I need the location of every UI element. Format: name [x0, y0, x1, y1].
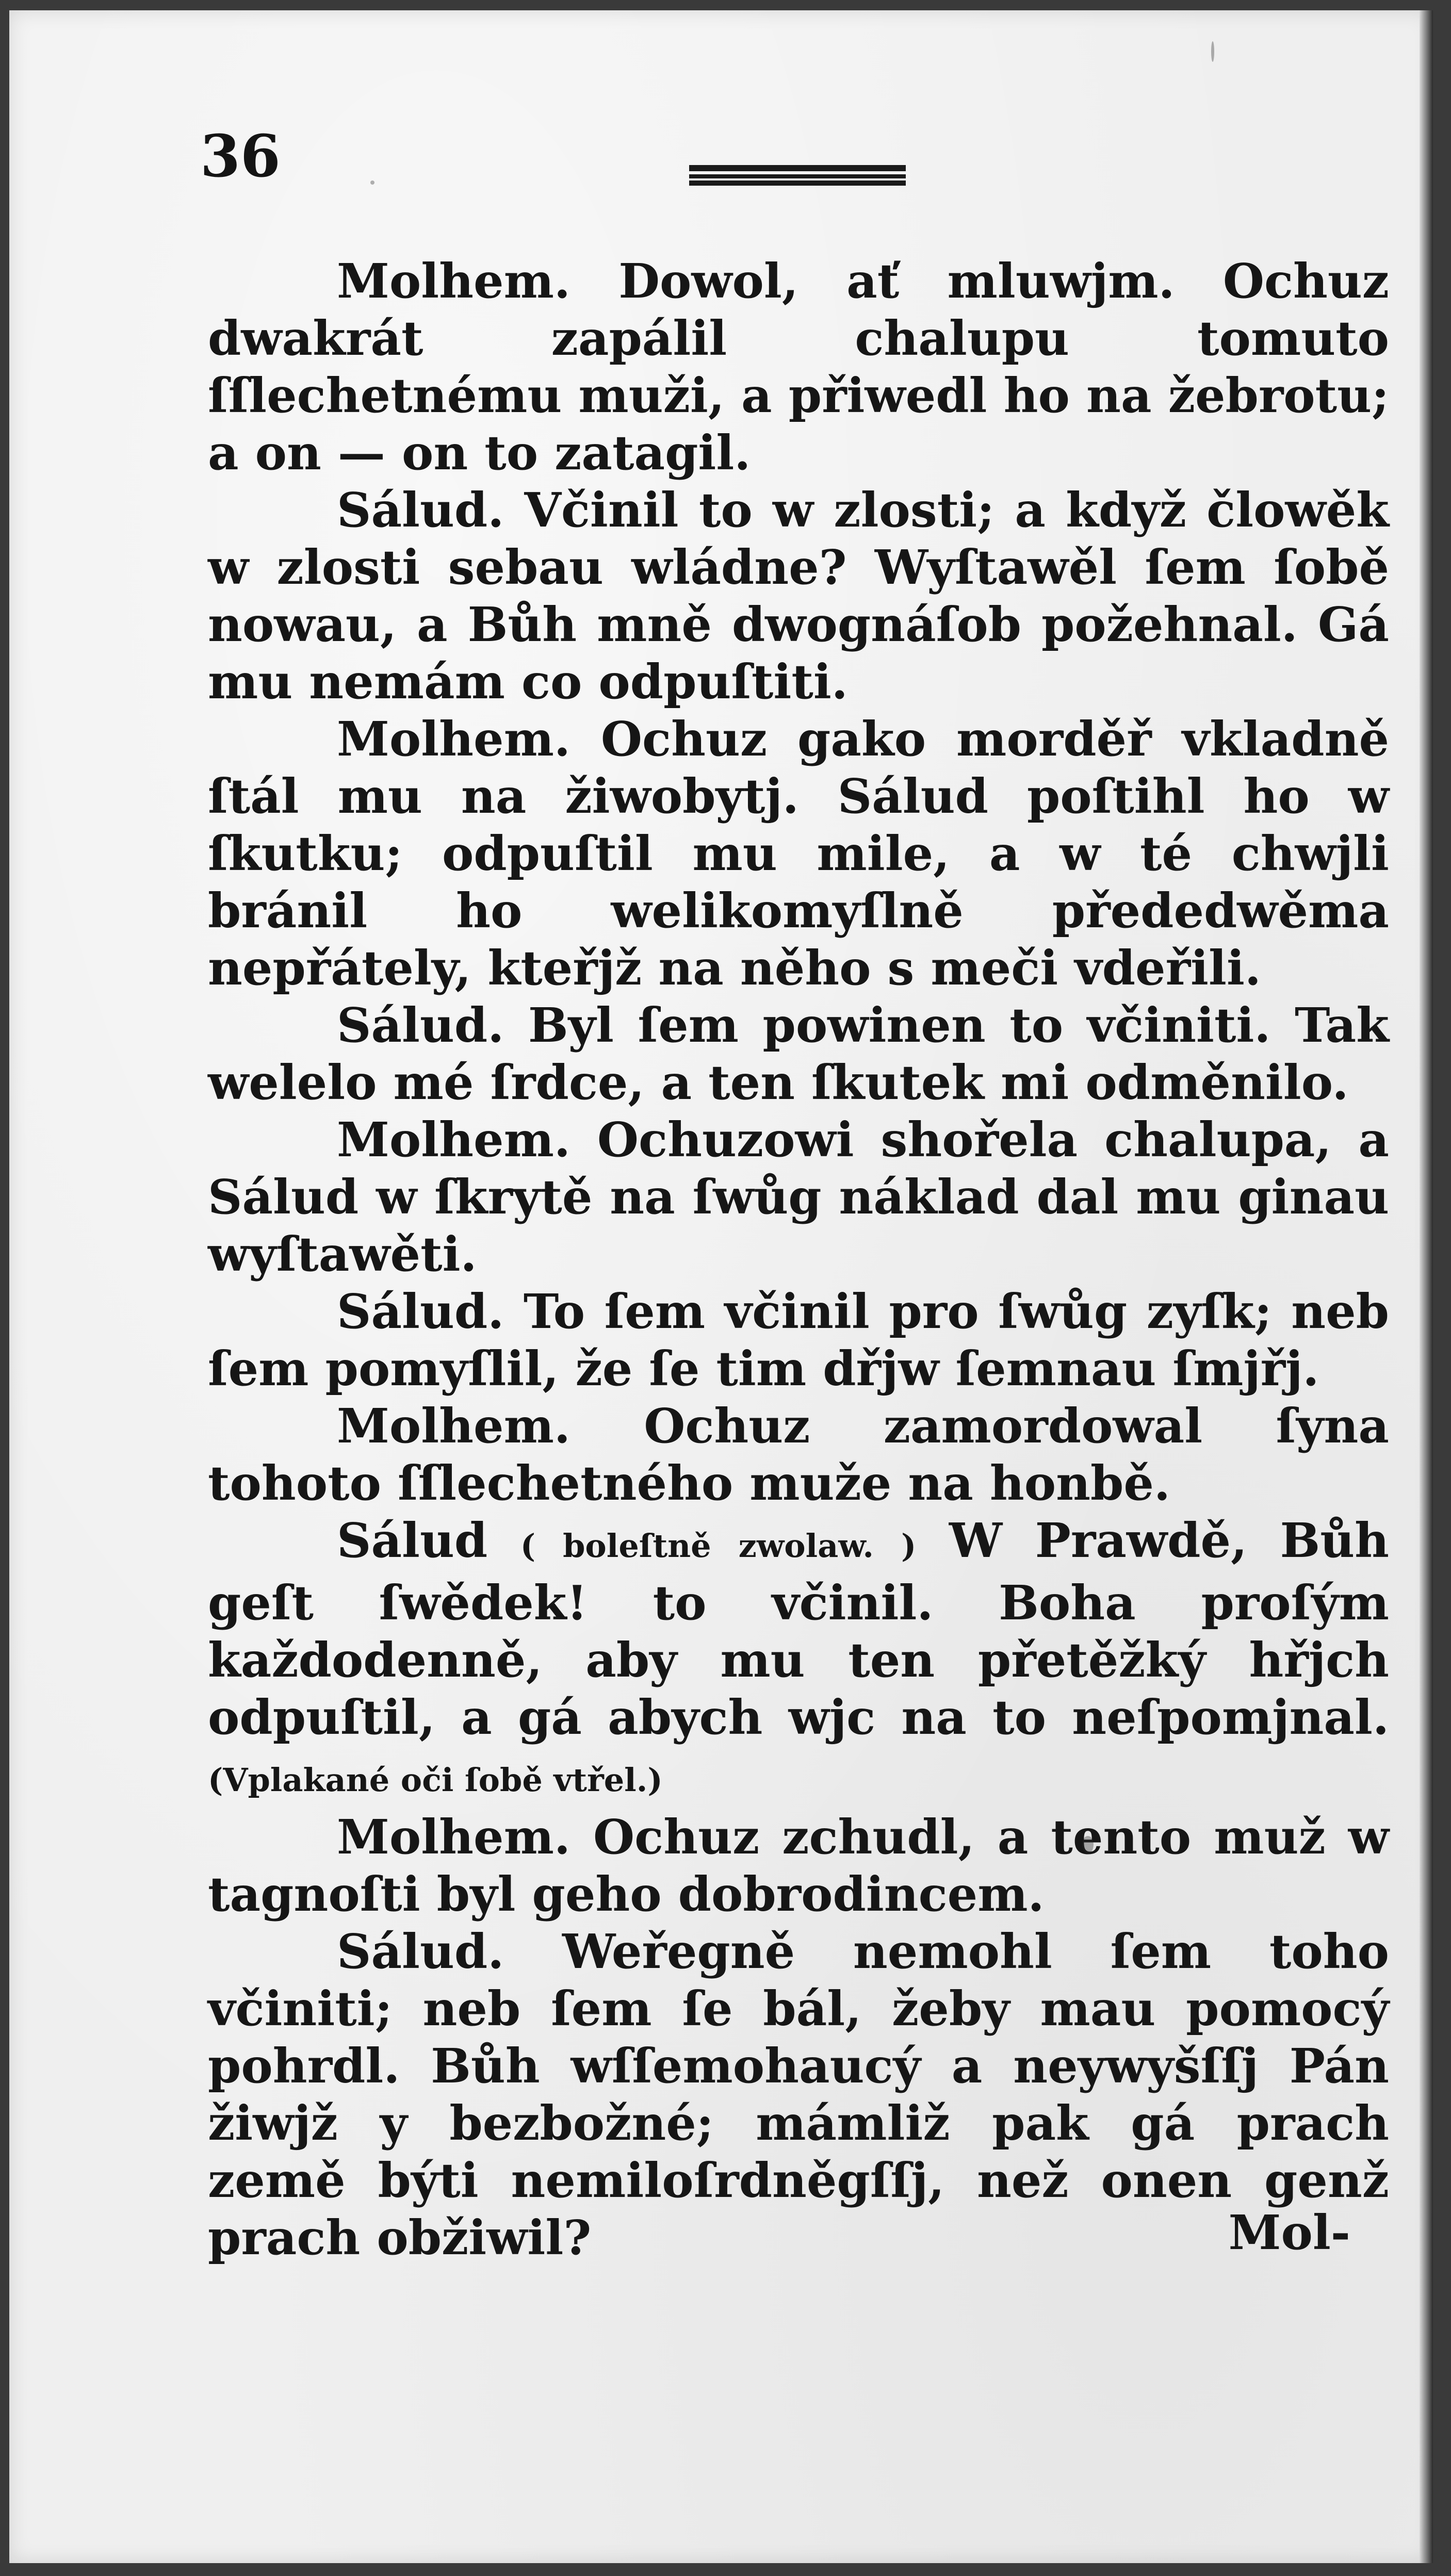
- header-rule-ornament: [689, 165, 906, 186]
- page-edge-shadow: [1420, 10, 1433, 2563]
- dialogue-line: Weřegně nemohl ſem toho včiniti; neb ſem ſe bál, žeby mau pomocý pohrdl. Bůh wſſemohaucý a neywyšſſj Pán žiwjž y bezbožné; mámliž pak gá prach země býti nemiloſrdněgſſj, než onen genž prach obžiwil?: [208, 1924, 1389, 2266]
- page-number: 36: [200, 123, 281, 190]
- dialogue-paragraph: [208, 1111, 1389, 1283]
- dialogue-line: Ochuz gako morděř vkladně ſtál mu na žiwobytj. Sálud poſtihl ho w ſkutku; odpuſtil mu mile, a w té chwjli bránil ho welikomyſlně přededwěma nepřátely, kteřjž na něho s meči vdeřili.: [208, 711, 1389, 996]
- catchword: Mol-: [1228, 2205, 1350, 2260]
- paper-speck: [370, 181, 374, 185]
- dialogue-text: [208, 253, 1389, 2267]
- dialogue-paragraph: [208, 711, 1389, 997]
- dialogue-paragraph: [208, 1923, 1389, 2267]
- dialogue-line: Ochuz zchudl, a tento muž w tagnoſti byl geho dobrodincem.: [208, 1809, 1389, 1922]
- speaker-name: Molhem.: [337, 1112, 570, 1168]
- speaker-name: Sálud.: [337, 997, 504, 1053]
- speaker-name: Molhem.: [337, 711, 570, 767]
- speaker-name: Molhem.: [337, 1809, 570, 1865]
- speaker-name: Sálud.: [337, 1924, 504, 1979]
- dialogue-line: To ſem včinil pro ſwůg zyſk; neb ſem pomyſlil, že ſe tim dřjw ſemnau ſmjřj.: [208, 1284, 1389, 1397]
- speaker-name: Sálud: [337, 1513, 488, 1568]
- speaker-name: Sálud.: [337, 1284, 504, 1339]
- dialogue-paragraph: [208, 482, 1389, 711]
- speaker-name: Molhem.: [337, 253, 570, 309]
- dialogue-paragraph: [208, 1512, 1389, 1809]
- dialogue-paragraph: [208, 997, 1389, 1111]
- stage-direction: (Vplakané oči ſobě vtřel.): [208, 1761, 663, 1799]
- paper-speck: [1211, 41, 1214, 62]
- dialogue-paragraph: [208, 1398, 1389, 1512]
- paper-speck: [1082, 1836, 1094, 1853]
- dialogue-paragraph: [208, 253, 1389, 482]
- dialogue-paragraph: [208, 1809, 1389, 1923]
- dialogue-line: W Prawdě, Bůh geſt ſwědek! to včinil. Boha proſým každodenně, aby mu ten přetěžký hřjch odpuſtil, a gá abych wjc na to neſpomjnal.: [208, 1513, 1390, 1745]
- dialogue-line: Včinil to w zlosti; a když člowěk w zlosti sebau wládne? Wyſtawěl ſem ſobě nowau, a Bůh mně dwognáſob požehnal. Gá mu nemám co odpuſtiti.: [208, 482, 1389, 710]
- speaker-name: Molhem.: [337, 1398, 570, 1454]
- dialogue-line: Ochuzowi shořela chalupa, a Sálud w ſkrytě na ſwůg náklad dal mu ginau wyſtawěti.: [208, 1112, 1389, 1282]
- dialogue-paragraph: [208, 1283, 1389, 1398]
- dialogue-line: Byl ſem powinen to včiniti. Tak welelo mé ſrdce, a ten ſkutek mi odměnilo.: [208, 997, 1389, 1110]
- stage-direction: ( boleſtně zwolaw. ): [520, 1527, 917, 1565]
- dialogue-line: Ochuz zamordowal ſyna tohoto ſſlechetného muže na honbě.: [208, 1398, 1389, 1511]
- speaker-name: Sálud.: [337, 482, 504, 538]
- book-page: [9, 10, 1433, 2563]
- dialogue-line: Dowol, ať mluwjm. Ochuz dwakrát zapálil chalupu tomuto ſſlechetnému muži, a přiwedl ho na žebrotu; a on — on to zatagil.: [208, 253, 1389, 481]
